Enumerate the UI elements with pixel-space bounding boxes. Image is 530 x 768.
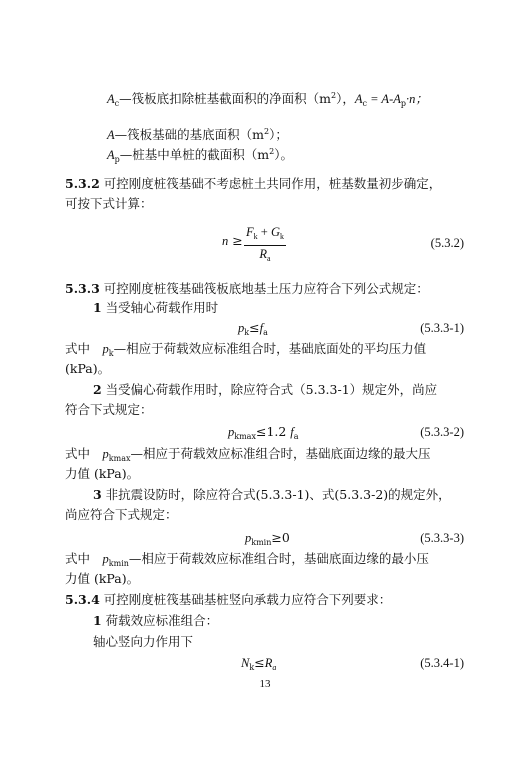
- eq-5-3-3-3: [245, 530, 290, 551]
- item-3-line1: [93, 487, 451, 503]
- where-1-line1: [65, 341, 426, 362]
- def-text-end: ）。: [274, 147, 293, 162]
- clause-text: 可控刚度桩筏基础不考虑桩土共同作用，桩基数量初步确定，: [99, 176, 442, 191]
- where-3-line2: [65, 571, 139, 587]
- item-text: 尚应符合下式规定：: [65, 507, 178, 522]
- subscript: k: [249, 663, 255, 672]
- item-text: 当受轴心荷载作用时: [101, 300, 219, 315]
- clause-5-3-4: [65, 592, 391, 608]
- eq-5-3-2-lhs: [222, 233, 243, 249]
- var-g: G: [270, 225, 280, 239]
- clause-text: 可控刚度桩筏基础筏板底地基土压力应符合下列公式规定：: [99, 281, 429, 296]
- superscript: 2: [269, 147, 275, 156]
- plus: +: [257, 225, 271, 239]
- where-2-line1: [65, 446, 431, 467]
- where-lead: 式中: [65, 551, 103, 566]
- formula-tail: ·n；: [406, 92, 428, 106]
- eq-variable: n: [222, 234, 229, 248]
- clause-5-3-3: [65, 281, 429, 297]
- def-ap: [107, 144, 293, 168]
- clause-number: 5.3.3: [65, 281, 100, 296]
- eq-variable: f: [259, 321, 264, 335]
- symbol: A: [107, 128, 115, 142]
- eq-number: (5.3.3-1): [420, 321, 464, 335]
- subscript: a: [267, 254, 271, 263]
- def-text-end: ）；: [269, 127, 288, 142]
- item-number: 3: [93, 487, 102, 502]
- eq-number: (5.3.2): [430, 236, 464, 250]
- def-text-end: ），: [336, 91, 355, 106]
- var-r: R: [259, 247, 268, 261]
- eq-variable: f: [290, 425, 294, 439]
- subscript: k: [108, 349, 114, 358]
- subscript: p: [114, 155, 120, 164]
- symbol: A: [107, 92, 115, 106]
- fraction-denominator: [244, 246, 286, 267]
- def-ac: [107, 88, 428, 112]
- symbol: A: [107, 148, 115, 162]
- where-2-line2: [65, 466, 139, 482]
- item-number: 1: [93, 613, 102, 628]
- clause-5-3-2-line2: [65, 196, 153, 212]
- clause-5-3-2-line1: [65, 176, 441, 192]
- clause-text: 可按下式计算：: [65, 196, 153, 211]
- def-a: [107, 124, 288, 143]
- def-text: —桩基中单桩的截面积（m: [119, 147, 270, 162]
- symbol: p: [102, 447, 109, 461]
- page-number: 13: [259, 678, 271, 690]
- symbol: p: [102, 552, 109, 566]
- subscript: kmax: [108, 454, 131, 463]
- item-1-534-sub: [93, 634, 193, 650]
- subscript: c: [114, 99, 120, 108]
- eq-variable: p: [245, 531, 252, 545]
- item-number: 1: [93, 300, 102, 315]
- clause-number: 5.3.4: [65, 592, 100, 607]
- superscript: 2: [264, 127, 270, 136]
- where-3-line1: [65, 551, 429, 572]
- where-text: —相应于荷载效应标准组合时，基础底面处的平均压力值: [113, 341, 427, 356]
- item-2-line1: [93, 382, 437, 398]
- item-2-line2: [65, 402, 153, 418]
- eq-relation: ≥0: [271, 530, 290, 545]
- where-text: 力值 (kPa)。: [65, 466, 140, 481]
- where-lead: 式中: [65, 446, 103, 461]
- where-text: —相应于荷载效应标准组合时，基础底面边缘的最小压: [128, 551, 429, 566]
- where-1-line2: [65, 361, 110, 377]
- eq-relation: ≥: [228, 233, 243, 248]
- eq-number: (5.3.3-3): [420, 531, 464, 545]
- superscript: 2: [330, 91, 337, 100]
- subscript: k: [244, 328, 250, 337]
- subscript: kmax: [234, 432, 256, 441]
- item-number: 2: [93, 382, 102, 397]
- eq-5-3-3-2: [228, 424, 299, 445]
- where-lead: 式中: [65, 341, 103, 356]
- where-text: (kPa)。: [65, 361, 111, 376]
- eq-5-3-4-1: [241, 655, 276, 676]
- where-text: —相应于荷载效应标准组合时，基础底面边缘的最大压: [130, 446, 431, 461]
- where-text: 力值 (kPa)。: [65, 571, 140, 586]
- item-text: 荷载效应标准组合：: [101, 613, 219, 628]
- eq-relation: ≤1.2: [255, 424, 291, 439]
- subscript: p: [400, 99, 406, 108]
- clause-number: 5.3.2: [65, 176, 100, 191]
- subscript: kmin: [251, 538, 272, 547]
- subscript: kmin: [108, 559, 129, 568]
- item-1: [93, 300, 218, 316]
- formula-lhs: A: [354, 92, 363, 106]
- item-text: 非抗震设防时，除应符合式(5.3.3-1)、式(5.3.3-2)的规定外，: [101, 487, 451, 502]
- item-text: 轴心竖向力作用下: [93, 634, 194, 649]
- subscript: a: [263, 328, 268, 337]
- eq-5-3-2-fraction: [244, 224, 286, 267]
- eq-relation: ≤: [254, 655, 265, 670]
- subscript: a: [293, 432, 299, 441]
- clause-text: 可控刚度桩筏基础基桩竖向承载力应符合下列要求：: [99, 592, 392, 607]
- eq-variable: R: [264, 656, 273, 670]
- subscript: k: [253, 232, 258, 241]
- eq-variable: p: [238, 321, 245, 335]
- subscript: c: [362, 99, 367, 108]
- item-text: 符合下式规定：: [65, 402, 153, 417]
- eq-variable: p: [228, 425, 235, 439]
- formula-rhs: = A-A: [366, 92, 401, 106]
- def-text: —筏板底扣除桩基截面积的净面积（m: [119, 91, 331, 106]
- fraction-numerator: [244, 224, 286, 246]
- var-f: F: [246, 225, 254, 239]
- eq-number: (5.3.4-1): [420, 656, 464, 670]
- symbol: p: [102, 342, 109, 356]
- subscript: a: [272, 663, 277, 672]
- eq-number: (5.3.3-2): [420, 425, 464, 439]
- eq-variable: N: [241, 656, 250, 670]
- def-text: —筏板基础的基底面积（m: [114, 127, 264, 142]
- eq-relation: ≤: [249, 320, 260, 335]
- item-3-line2: [65, 507, 178, 523]
- subscript: k: [279, 232, 284, 241]
- item-text: 当受偏心荷载作用时，除应符合式（5.3.3-1）规定外，尚应: [101, 382, 438, 397]
- eq-5-3-3-1: [238, 320, 268, 341]
- item-1-534: [93, 613, 218, 629]
